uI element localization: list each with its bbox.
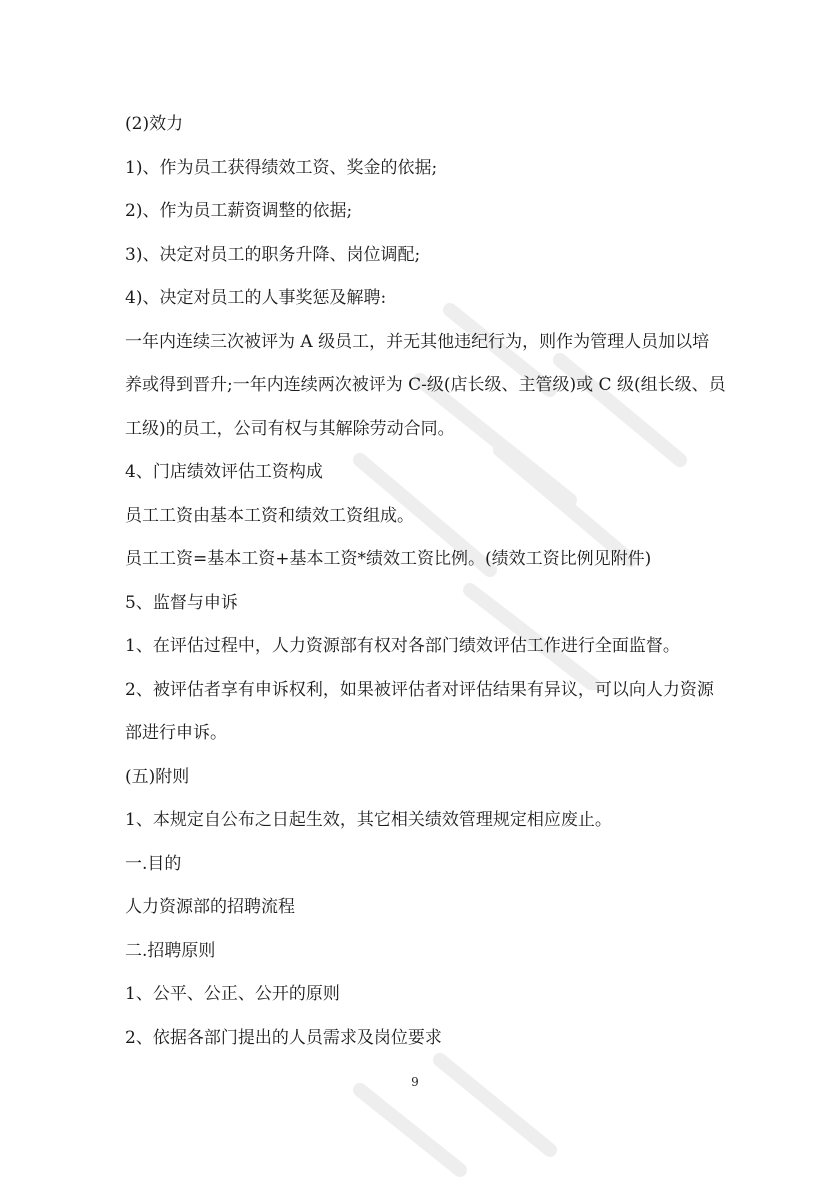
watermark-graphic-bottom <box>320 1030 580 1190</box>
text-line: 2、依据各部门提出的人员需求及岗位要求 <box>125 1028 442 1048</box>
text-line: 工级)的员工，公司有权与其解除劳动合同。 <box>125 419 455 439</box>
text-line: 养或得到晋升;一年内连续两次被评为 C-级(店长级、主管级)或 C 级(组长级、员 <box>125 375 726 395</box>
text-line: 员工工资由基本工资和绩效工资组成。 <box>125 506 414 526</box>
text-line: 2)、作为员工薪资调整的依据; <box>125 201 353 221</box>
text-line: 4)、决定对员工的人事奖惩及解聘: <box>125 288 387 308</box>
text-line: 1、在评估过程中，人力资源部有权对各部门绩效评估工作进行全面监督。 <box>125 636 680 656</box>
page-number: 9 <box>411 1075 419 1089</box>
text-line: 1)、作为员工获得绩效工资、奖金的依据; <box>125 158 438 178</box>
text-line: 一年内连续三次被评为 A 级员工，并无其他违纪行为，则作为管理人员加以培 <box>125 332 710 352</box>
text-line: (五)附则 <box>125 767 190 787</box>
text-line: 部进行申诉。 <box>125 723 227 743</box>
text-line: 人力资源部的招聘流程 <box>125 897 295 917</box>
text-line: 员工工资=基本工资+基本工资*绩效工资比例。(绩效工资比例见附件) <box>125 549 652 569</box>
text-line: 二.招聘原则 <box>125 941 216 961</box>
text-line: 5、监督与申诉 <box>125 593 238 613</box>
text-line: 4、门店绩效评估工资构成 <box>125 462 323 482</box>
text-line: 1、本规定自公布之日起生效，其它相关绩效管理规定相应废止。 <box>125 810 612 830</box>
text-line: 3)、决定对员工的职务升降、岗位调配; <box>125 245 421 265</box>
text-line: 1、公平、公正、公开的原则 <box>125 984 340 1004</box>
text-line: 一.目的 <box>125 854 182 874</box>
text-line: 2、被评估者享有申诉权利，如果被评估者对评估结果有异议，可以向人力资源 <box>125 680 714 700</box>
text-line: (2)效力 <box>125 114 184 134</box>
